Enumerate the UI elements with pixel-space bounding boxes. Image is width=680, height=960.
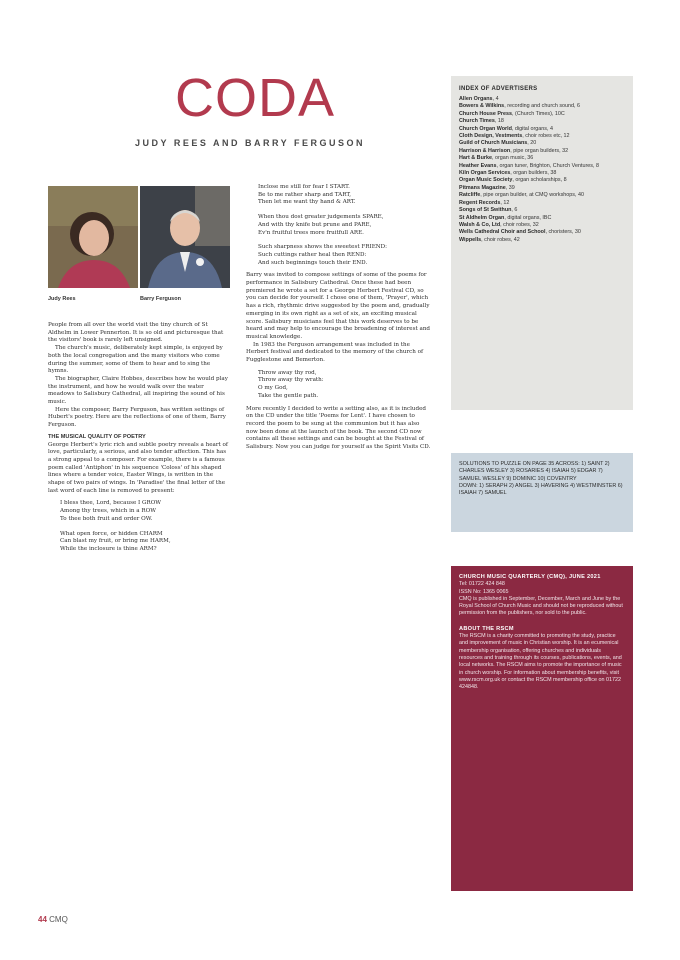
advertiser-item: Hart & Burke, organ music, 36 [459, 155, 534, 162]
advertiser-name: Church Organ World [459, 125, 512, 132]
advertiser-item: Pitmans Magazine, 39 [459, 184, 515, 191]
advertiser-item: Organ Music Society, organ scholarships, 8 [459, 177, 567, 184]
advertiser-detail: (Church Times), 10C [515, 110, 565, 117]
advertiser-name: Pitmans Magazine [459, 184, 506, 191]
caption-barry-ferguson: Barry Ferguson [140, 296, 181, 302]
advertiser-detail: 12 [503, 199, 510, 206]
advertiser-detail: 4 [495, 96, 499, 102]
photo-barry-ferguson [140, 186, 230, 288]
solutions-down: DOWN: 1) SERAPH 2) ANGEL 3) HAVERING 4) WESTMINSTER 6) ISAIAH 7) SAMUEL [459, 482, 623, 497]
advertiser-item: Church Times, 18 [459, 118, 504, 125]
page-title: CODA [174, 68, 335, 128]
paragraph: Barry was invited to compose settings of some of the poems for performance in Salisbury Cathedral. Once these had been premiered he wrote a set for a George Herbert Festival CD, so you can decide for yourself. I chose one of them, 'Prayer', which has a rich, rhythmic drive suggested by the poem and, gradually emerging in its own right as a set of six, an exciting musical score. Salisbury musicians feel that this work deserves to be heard and may help to encourage the broadening of interest and musical knowledge. [246, 272, 431, 340]
advertiser-name: Songs of St Swithun [459, 207, 512, 214]
page-number: 44 [38, 915, 47, 924]
poem-line: Take the gentle path. [258, 392, 319, 399]
paragraph: More recently I decided to write a setting also, as it is included on the CD under the title 'Poems for Lent'. I have chosen to record the poem to be sung at the communion but it has also now been done at the launch of the book. The second CD now contains all these settings and can be bought at the Festival of Salisbury. Now you can judge for yourself as the Spirit Visits CD. [246, 405, 431, 451]
advertiser-item: Cloth Design, Vestments, choir robes etc, 12 [459, 133, 570, 140]
advertisers-heading: INDEX OF ADVERTISERS [459, 86, 538, 92]
poem-line: Such cuttings rather heal then REND: [258, 251, 367, 258]
advertiser-item: Songs of St Swithun, 6 [459, 207, 518, 214]
poem-stanza [258, 370, 432, 401]
about-heading: ABOUT THE RSCM [459, 625, 514, 632]
paragraph: The biographer, Claire Hobbes, describes how he would play the instrument, and how he would walk over the water meadows to Salisbury Cathedral, all inspiring the sound of his music. [48, 375, 228, 406]
poem-stanza [60, 500, 230, 553]
cmq-line: CMQ is published in September, December, March and June by the Royal School of Church Music and should not be reproduced without permission from the publishers, nor sold to the public. [459, 595, 623, 617]
advertiser-name: Wells Cathedral Choir and School [459, 229, 546, 236]
poem-line: When thou dost greater judgements SPARE, [258, 214, 384, 221]
advertiser-detail: 6 [514, 207, 518, 214]
advertiser-detail: organ music, 36 [494, 155, 534, 162]
advertiser-detail: organ tuner, Brighton, Church Ventures, 8 [499, 162, 599, 169]
poem-line: Inclose me still for fear I START. [258, 184, 350, 190]
cmq-line: Tel: 01722 424 848 [459, 581, 505, 588]
advertiser-name: Cloth Design, Vestments [459, 133, 523, 140]
advertiser-detail: 18 [497, 118, 504, 125]
advertiser-item: Guild of Church Musicians, 20 [459, 140, 537, 147]
poem-line: Can blast my fruit, or bring me HARM, [60, 538, 171, 545]
advertiser-name: Church Times [459, 118, 495, 125]
advertiser-item: Wippells, choir robes, 42 [459, 236, 520, 243]
paragraph: George Herbert's lyric rich and subtle poetry reveals a heart of love, particularly, a serious, and also tender affection. This has a strong appeal to a composer. For example, there is a famous poem called 'Antiphon' in his sequence 'Coloss' of his shaped lines where a tender voice, Easter Wings, is written in the shape of two pairs of wings. In 'Paradise' the final letter of the last word of each line is removed to present: [48, 441, 228, 494]
advertiser-item: Ratcliffe, pipe organ builder, at CMQ workshops, 40 [459, 192, 584, 199]
poem-line: O my God, [258, 385, 288, 392]
poem-line: What open force, or hidden CHARM [60, 530, 163, 537]
advertiser-detail: 39 [508, 184, 515, 191]
poem-line: To thee both fruit and order OW. [60, 515, 153, 522]
advertiser-detail: organ builders, 38 [513, 170, 557, 177]
caption-judy-rees: Judy Rees [48, 296, 76, 302]
paragraph: Here the composer, Barry Ferguson, has written settings of Hubert's poetry. Here are the reflections of one of them, Barry Ferguson. [48, 406, 226, 429]
advertiser-detail: choristers, 30 [548, 229, 581, 236]
poem-line: Among thy trees, which in a ROW [60, 508, 156, 515]
advertiser-name: Regent Records [459, 199, 501, 206]
puzzle-solutions [451, 453, 633, 532]
advertiser-item: Wells Cathedral Choir and School, choristers, 30 [459, 229, 581, 236]
advertiser-item: Harrison & Harrison, pipe organ builders, 32 [459, 147, 569, 154]
advertisers-index [451, 76, 633, 410]
poem-stanza [258, 184, 432, 267]
advertiser-item: Kiln Organ Services, organ builders, 38 [459, 170, 557, 177]
advertisers-list [451, 96, 633, 244]
byline: JUDY REES AND BARRY FERGUSON [134, 138, 366, 148]
poem-line: Such sharpness shows the sweetest FRIEND: [258, 244, 388, 251]
advertiser-name: Ratcliffe [459, 192, 481, 199]
advertiser-item: Church House Press, (Church Times), 10C [459, 110, 565, 117]
advertiser-name: Walsh & Co, Ltd [459, 221, 501, 228]
paragraph: People from all over the world visit the tiny church of St Aldhelm in Lower Pennerton. It is so old and picturesque that the visitors' book is rarely left unsigned. [48, 322, 224, 344]
advertiser-detail: digital organs, IBC [507, 214, 552, 221]
column-1 [48, 322, 230, 559]
advertiser-name: Organ Music Society [459, 177, 513, 184]
advertiser-detail: recording and church sound, 6 [507, 103, 581, 110]
cmq-info-box [451, 566, 633, 891]
about-text: The RSCM is a charity committed to promoting the study, practice and improvement of music in Christian worship. It is an ecumenical membership organisation, offering churches and individuals resources and training through its courses, publications, events, and local networks. The RSCM aims to promote the importance of music in church worship. For information about membership benefits, visit www.rscm.org.uk or contact the RSCM membership office on 01722 424848. [459, 633, 622, 691]
poem-line: Throw away thy wrath: [258, 377, 324, 384]
poem-line: Throw away thy rod, [258, 369, 317, 376]
poem-line: Be to me rather sharp and TART, [258, 191, 352, 198]
cmq-line: ISSN No: 1365 0065 [459, 588, 509, 595]
advertiser-name: St Aldhelm Organ [459, 214, 505, 221]
photo-judy-rees [48, 186, 138, 288]
advertiser-detail: choir robes, 32 [503, 221, 539, 228]
advertiser-item: Walsh & Co, Ltd, choir robes, 32 [459, 221, 539, 228]
advertiser-name: Allen Organs [459, 96, 493, 102]
advertiser-detail: 20 [530, 140, 537, 147]
magazine-name: CMQ [49, 915, 68, 924]
advertiser-name: Heather Evans [459, 162, 497, 169]
advertiser-detail: digital organs, 4 [514, 125, 553, 132]
poem-line: While the inclosure is thine ARM? [60, 545, 157, 552]
poem-line: And such beginnings touch their END. [258, 259, 368, 266]
advertiser-name: Kiln Organ Services [459, 170, 511, 177]
advertiser-item: St Aldhelm Organ, digital organs, IBC [459, 214, 552, 221]
page-footer [38, 915, 68, 924]
advertiser-detail: pipe organ builders, 32 [513, 147, 569, 154]
poem-line: I bless thee, Lord, because I GROW [60, 500, 162, 507]
advertiser-name: Harrison & Harrison [459, 147, 511, 154]
advertiser-item: Heather Evans, organ tuner, Brighton, Church Ventures, 8 [459, 162, 599, 169]
advertiser-name: Church House Press [459, 110, 513, 117]
poem-line: Ev'n fruitful trees more fruitfull ARE. [258, 229, 364, 236]
advertiser-item: Church Organ World, digital organs, 4 [459, 125, 553, 132]
advertiser-detail: choir robes, 42 [484, 236, 520, 243]
section-heading: THE MUSICAL QUALITY OF POETRY [48, 433, 146, 440]
cmq-heading: CHURCH MUSIC QUARTERLY (CMQ), JUNE 2021 [459, 574, 601, 580]
paragraph: In 1983 the Ferguson arrangement was included in the Herbert festival and dedicated to the memory of the church of Fugglestone and Bemerton. [246, 341, 424, 364]
advertiser-name: Hart & Burke [459, 155, 492, 162]
poem-line: And with thy knife but prune and PARE, [258, 221, 372, 228]
advertiser-name: Guild of Church Musicians [459, 140, 528, 147]
solutions-across: SOLUTIONS TO PUZZLE ON PAGE 35 ACROSS: 1) SAINT 2) CHARLES WESLEY 3) ROSARIES 4) ISAIAH 5) EDGAR 7) SAMUEL WESLEY 9) DOMINIC 10) COVENTRY [459, 461, 610, 482]
paragraph: The church's music, deliberately kept simple, is enjoyed by both the local congregation and the many visitors who come during the summer, some of them to hear and to sing the hymns. [48, 345, 223, 375]
column-2 [246, 184, 432, 452]
advertiser-item: Allen Organs, 4 [459, 96, 499, 102]
advertiser-item: Bowers & Wilkins, recording and church sound, 6 [459, 103, 581, 110]
advertiser-detail: organ scholarships, 8 [515, 177, 567, 184]
advertiser-name: Wippells [459, 236, 482, 243]
advertiser-detail: pipe organ builder, at CMQ workshops, 40 [483, 192, 584, 199]
advertiser-name: Bowers & Wilkins [459, 103, 505, 110]
poem-line: Then let me want thy hand & ART. [258, 199, 356, 206]
advertiser-detail: choir robes etc, 12 [525, 133, 570, 140]
advertiser-item: Regent Records, 12 [459, 199, 510, 206]
